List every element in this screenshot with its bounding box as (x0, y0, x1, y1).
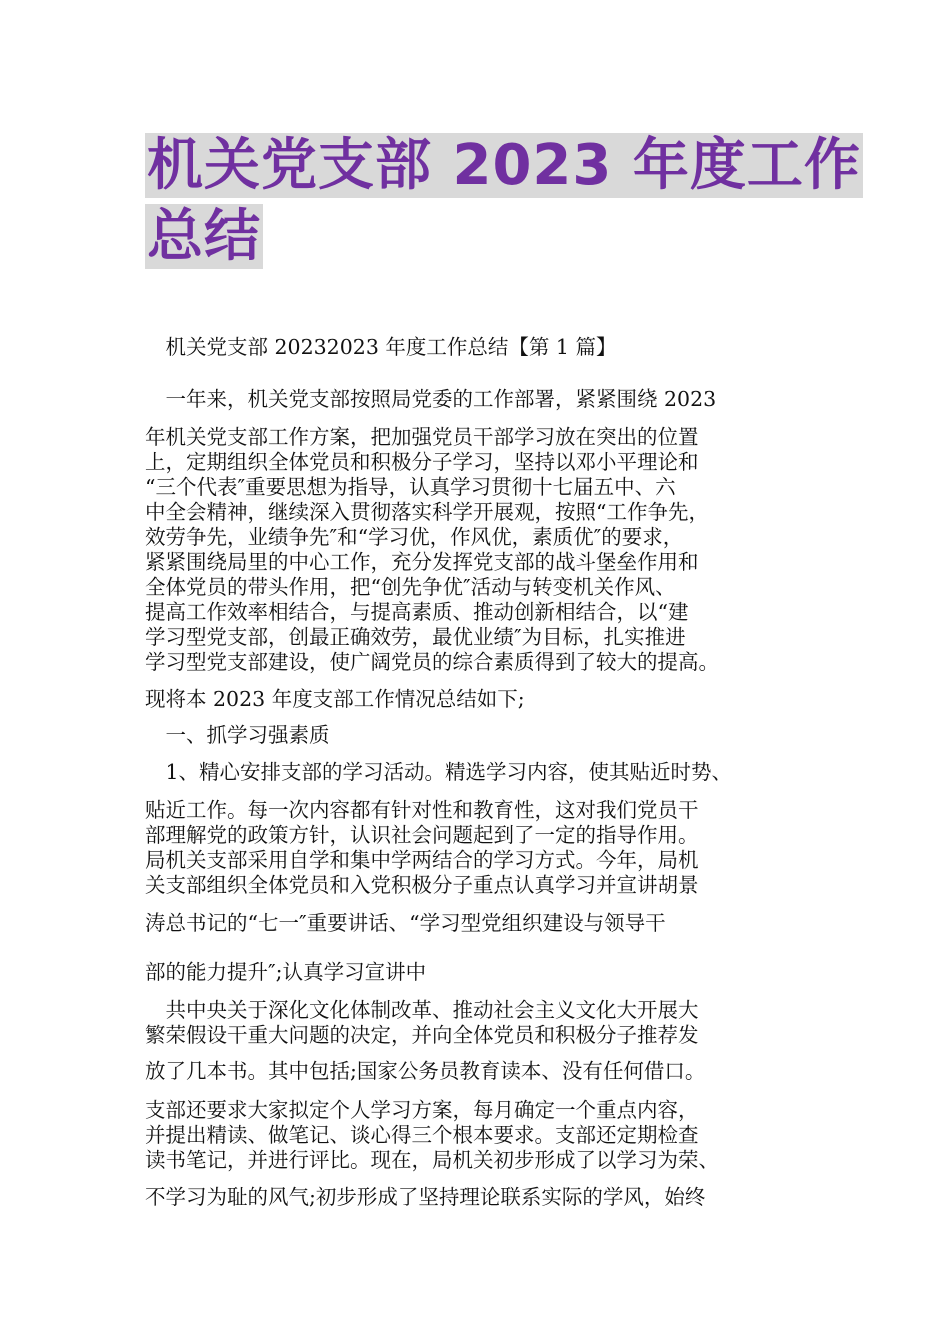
section-heading: 一、抓学习强素质 (145, 723, 330, 747)
section-heading: 机关党支部 20232023 年度工作总结【第 1 篇】 (145, 335, 617, 359)
text-line: 学习型党支部，创最正确效劳，最优业绩″为目标，扎实推进 (145, 625, 686, 649)
title-highlight: 机关党支部 2023 年度工作 (147, 133, 861, 198)
text-line: 贴近工作。每一次内容都有针对性和教育性，这对我们党员干 (145, 798, 699, 822)
text-line: 并提出精读、做笔记、谈心得三个根本要求。支部还定期检查 (145, 1123, 699, 1147)
text-line: “三个代表″重要思想为指导，认真学习贯彻十七届五中、六 (145, 475, 676, 499)
text-line: 上，定期组织全体党员和积极分子学习，坚持以邓小平理论和 (145, 450, 699, 474)
text-line: 支部还要求大家拟定个人学习方案，每月确定一个重点内容， (145, 1098, 699, 1122)
text-line: 部的能力提升″;认真学习宣讲中 (145, 960, 427, 984)
text-line: 部理解党的政策方针，认识社会问题起到了一定的指导作用。 (145, 823, 699, 847)
text-line: 不学习为耻的风气;初步形成了坚持理论联系实际的学风，始终 (145, 1185, 706, 1209)
text-line: 提高工作效率相结合，与提高素质、推动创新相结合，以“建 (145, 600, 689, 624)
text-line: 共中央关于深化文化体制改革、推动社会主义文化大开展大 (145, 998, 699, 1022)
text-line: 读书笔记，并进行评比。现在，局机关初步形成了以学习为荣、 (145, 1148, 719, 1172)
text-line: 关支部组织全体党员和入党积极分子重点认真学习并宣讲胡景 (145, 873, 699, 897)
text-line: 1、精心安排支部的学习活动。精选学习内容，使其贴近时势、 (145, 760, 733, 784)
title-highlight: 总结 (147, 204, 261, 269)
text-line: 全体党员的带头作用，把“创先争优″活动与转变机关作风、 (145, 575, 676, 599)
document-title-line-1 (145, 133, 861, 198)
text-line: 紧紧围绕局里的中心工作，充分发挥党支部的战斗堡垒作用和 (145, 550, 699, 574)
document-title-line-2 (145, 205, 815, 269)
text-line: 效劳争先，业绩争先″和“学习优，作风优，素质优″的要求， (145, 525, 684, 549)
text-line: 涛总书记的“七一″重要讲话、“学习型党组织建设与领导干 (145, 911, 666, 935)
text-line: 年机关党支部工作方案，把加强党员干部学习放在突出的位置 (145, 425, 699, 449)
text-line: 一年来，机关党支部按照局党委的工作部署，紧紧围绕 2023 (145, 387, 717, 411)
text-line: 学习型党支部建设，使广阔党员的综合素质得到了较大的提高。 (145, 650, 719, 674)
text-line: 现将本 2023 年度支部工作情况总结如下; (145, 687, 525, 711)
text-line: 放了几本书。其中包括;国家公务员教育读本、没有任何借口。 (145, 1059, 706, 1083)
text-line: 繁荣假设干重大问题的决定，并向全体党员和积极分子推荐发 (145, 1023, 699, 1047)
text-line: 局机关支部采用自学和集中学两结合的学习方式。今年，局机 (145, 848, 699, 872)
text-line: 中全会精神，继续深入贯彻落实科学开展观，按照“工作争先， (145, 500, 709, 524)
